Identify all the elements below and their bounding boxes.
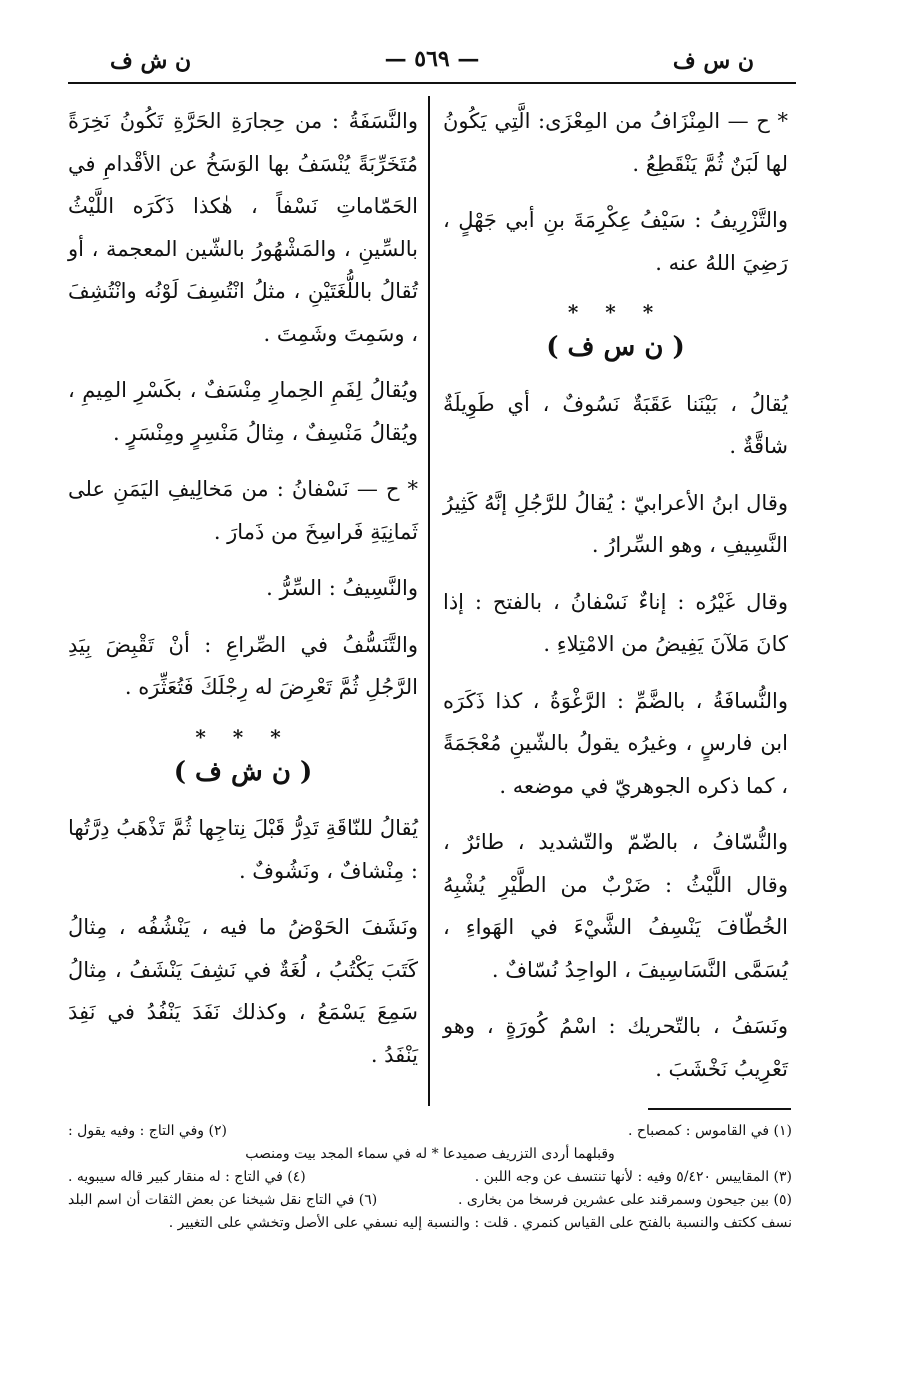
entry-tazrif: والتَّزْرِيفُ : سَيْفُ عِكْرِمَةَ بنِ أبي جَهْلٍ ، رَضِيَ اللهُ عنه . [443, 208, 788, 275]
header-root-right: ن س ف [672, 48, 754, 74]
paragraph: والنَّسِيفُ : السِّرُّ . [266, 576, 418, 600]
footnote-3: (٣) المقاييس ٥/٤٢٠ وفيه : لأنها تنتسف عن وجه اللبن . [474, 1169, 792, 1185]
entry-minzaf: * ح — المِنْزَافُ من المِعْزَى: الَّتِي يَكُونُ لها لَبَنٌ ثُمَّ يَنْقَطِعُ . [443, 109, 788, 176]
paragraph: ونَسَفُ ، بالتّحريك : اسْمُ كُورَةٍ ، وهو تَعْرِيبُ نَخْشَبَ . [443, 1014, 788, 1081]
paragraph: والنُّسّافُ ، بالضّمّ والتّشديد ، طائرٌ ، وقال اللَّيْثُ : ضَرْبٌ من الطَّيْرِ يُشْبِهُ الخُطّافَ يَنْسِفُ الشَّيْءَ في الهَواءِ ، يُسَمَّى النَّسَاسِيفَ ، الواحِدُ نُسّافٌ . [443, 830, 788, 982]
footnote-5: (٥) بين جيحون وسمرقند على عشرين فرسخا من بخارى . [457, 1192, 792, 1208]
left-column [68, 100, 418, 1090]
paragraph: والنُّسافَةُ ، بالضَّمِّ : الرَّغْوَةُ ، كذا ذَكَرَه ابن فارسٍ ، وغيرُه يقولُ بالشّينِ مُعْجَمَةً ، كما ذكره الجوهريّ في موضعه . [443, 688, 788, 798]
paragraph: ويُقالُ لِفَمِ الحِمارِ مِنْسَفٌ ، بكَسْرِ المِيمِ ، ويُقالُ مَنْسِفٌ ، مِثالُ مَنْسِرٍ ومِنْسَرٍ . [68, 378, 418, 445]
footnote-1: (١) في القاموس : كمصباح . [628, 1123, 792, 1139]
footnote-row [68, 1189, 792, 1212]
footnote-row [68, 1166, 792, 1189]
section-separator: * * * [195, 724, 291, 749]
footnote-6: (٦) في التاج نقل شيخنا عن بعض الثقات أن اسم البلد [68, 1192, 378, 1208]
paragraph: ونَشَفَ الحَوْضُ ما فيه ، يَنْشُفُه ، مِثالُ كَتَبَ يَكْتُبُ ، لُغَةٌ في نَشِفَ يَنْشَفُ ، مِثالُ سَمِعَ يَسْمَعُ ، وكذلك نَفَدَ يَنْفُدُ في نَفِدَ يَنْفَدُ . [68, 915, 418, 1067]
footnote-6-continued: نسف ككتف والنسبة بالفتح على القياس كنمري . قلت : والنسبة إليه نسفي على الأصل وتخشي على التغيير . [168, 1215, 792, 1231]
paragraph: والتَّنَسُّفُ في الصِّراعِ : أنْ تَقْبِضَ بِيَدِ الرَّجُلِ ثُمَّ تَعْرِضَ له رِجْلَكَ فَتُعَثِّرَه . [68, 632, 418, 699]
page-header [68, 42, 796, 84]
section-separator: * * * [567, 300, 664, 324]
paragraph: وقال ابنُ الأعرابيّ : يُقالُ للرَّجُلِ إنَّهُ كَثِيرُ النَّسِيفِ ، وهو السِّرارُ . [443, 490, 788, 557]
footnote-rule [648, 1108, 791, 1110]
footnote-row [68, 1120, 792, 1143]
section-title-nsf: ( ن س ف ) [546, 332, 685, 362]
right-column [443, 100, 788, 1104]
paragraph: يُقالُ ، بَيْنَنا عَقَبَةٌ نَسُوفٌ ، أي طَوِيلَةٌ شاقَّةٌ . [443, 391, 788, 458]
paragraph: والنَّسَفَةُ : من حِجارَةِ الحَرَّةِ تَكُونُ نَخِرَةً مُتَخَرِّبَةً يُنْسَفُ بها الوَسَخُ عن الأقْدامِ في الحَمّاماتِ نَسْفاً ، هٰكذا ذَكَرَه اللَّيْثُ بالسِّينِ ، والمَشْهُورُ بالشّين المعجمة ، أو تُقالُ باللُّغَتَيْنِ ، مثلُ انْتُسِفَ لَوْنُه وانْتُشِفَ ، وسَمِتَ وشَمِتَ . [68, 109, 418, 346]
column-divider [428, 96, 430, 1106]
paragraph: * ح — نَسْفانُ : من مَخالِيفِ اليَمَنِ على ثَمانِيَةِ فَراسِخَ من ذَمارَ . [68, 477, 418, 544]
header-root-left: ن ش ف [110, 48, 192, 74]
footnotes [68, 1120, 792, 1235]
footnote-4: (٤) في التاج : له منقار كبير قاله سيبويه . [68, 1169, 306, 1185]
page-number: — ٥٦٩ — [384, 46, 480, 72]
footnote-verse: وقبلهما أردى التزريف صميدعا * له في سماء المجد بيت ومنصب [245, 1146, 615, 1162]
paragraph: وقال غَيْرُه : إناءٌ نَسْفانُ ، بالفتح : إذا كانَ مَلآنَ يَفِيضُ من الامْتِلاءِ . [443, 589, 788, 656]
section-title-nshf: ( ن ش ف ) [173, 756, 313, 787]
paragraph: يُقالُ للنّاقَةِ تَدِرُّ قَبْلَ نِتاجِها ثُمَّ تَذْهَبُ دِرَّتُها : مِنْشافٌ ، ونَشُوفٌ . [68, 816, 418, 883]
footnote-2: (٢) وفي التاج : وفيه يقول : [68, 1123, 227, 1139]
